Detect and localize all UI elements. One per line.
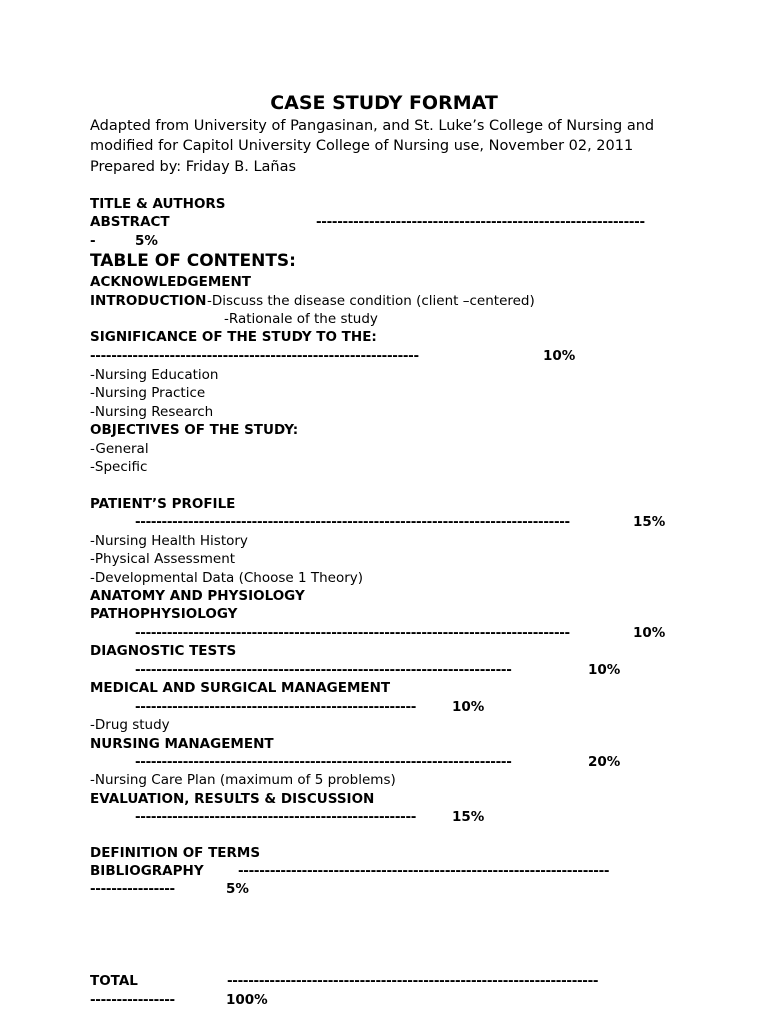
diagnostic-leader: ----------------------------------------------------------------------- (135, 662, 512, 678)
abstract-leader-cont: - (90, 233, 96, 249)
title-authors-heading: TITLE & AUTHORS (90, 196, 226, 212)
nursing-management-percent: 20% (588, 754, 621, 770)
definition-heading: DEFINITION OF TERMS (90, 845, 261, 861)
evaluation-heading: EVALUATION, RESULTS & DISCUSSION (90, 791, 375, 807)
patient-profile-leader: ---------------------------------------------------------------------------------- (135, 514, 570, 530)
significance-percent: 10% (543, 348, 576, 364)
patient-profile-heading: PATIENT’S PROFILE (90, 496, 236, 512)
intro-line-3: Prepared by: Friday B. Lañas (90, 159, 297, 175)
bibliography-percent: 5% (226, 881, 249, 897)
diagnostic-percent: 10% (588, 662, 621, 678)
nursing-management-item: -Nursing Care Plan (maximum of 5 problems) (90, 772, 396, 788)
anatomy-heading: ANATOMY AND PHYSIOLOGY (90, 588, 305, 604)
objectives-heading: OBJECTIVES OF THE STUDY: (90, 422, 299, 438)
introduction-line-2: -Rationale of the study (224, 311, 378, 327)
total-percent: 100% (226, 992, 268, 1008)
total-leader-cont: ---------------- (90, 992, 175, 1008)
patient-profile-item: -Nursing Health History (90, 533, 248, 549)
intro-line-2: modified for Capitol University College of Nursing use, November 02, 2011 (90, 138, 634, 154)
objectives-item: -General (90, 441, 149, 457)
evaluation-leader: ----------------------------------------------------- (135, 809, 417, 825)
significance-item: -Nursing Practice (90, 385, 206, 401)
significance-heading: SIGNIFICANCE OF THE STUDY TO THE: (90, 329, 377, 345)
introduction-line-1: -Discuss the disease condition (client –centered) (207, 293, 535, 309)
evaluation-percent: 15% (452, 809, 485, 825)
significance-item: -Nursing Research (90, 404, 214, 420)
abstract-heading: ABSTRACT (90, 214, 170, 230)
patient-profile-item: -Developmental Data (Choose 1 Theory) (90, 570, 364, 586)
nursing-management-leader: ----------------------------------------------------------------------- (135, 754, 512, 770)
objectives-item: -Specific (90, 459, 148, 475)
total-heading: TOTAL (90, 973, 138, 989)
bibliography-leader: ---------------------------------------------------------------------- (238, 863, 610, 879)
medical-percent: 10% (452, 699, 485, 715)
pathophysiology-heading: PATHOPHYSIOLOGY (90, 606, 238, 622)
acknowledgement-heading: ACKNOWLEDGEMENT (90, 274, 251, 290)
bibliography-heading: BIBLIOGRAPHY (90, 863, 204, 879)
diagnostic-heading: DIAGNOSTIC TESTS (90, 643, 237, 659)
significance-leader: -------------------------------------------------------------- (90, 348, 419, 364)
bibliography-leader-cont: ---------------- (90, 881, 175, 897)
medical-leader: ----------------------------------------------------- (135, 699, 417, 715)
patient-profile-item: -Physical Assessment (90, 551, 236, 567)
significance-item: -Nursing Education (90, 367, 219, 383)
total-leader: ---------------------------------------------------------------------- (227, 973, 599, 989)
nursing-management-heading: NURSING MANAGEMENT (90, 736, 274, 752)
abstract-leader: -------------------------------------------------------------- (316, 214, 645, 230)
pathophysiology-leader: ---------------------------------------------------------------------------------- (135, 625, 570, 641)
introduction-heading: INTRODUCTION (90, 293, 207, 309)
medical-heading: MEDICAL AND SURGICAL MANAGEMENT (90, 680, 391, 696)
abstract-percent: 5% (135, 233, 158, 249)
toc-heading: TABLE OF CONTENTS: (90, 251, 296, 271)
patient-profile-percent: 15% (633, 514, 666, 530)
pathophysiology-percent: 10% (633, 625, 666, 641)
intro-line-1: Adapted from University of Pangasinan, and St. Luke’s College of Nursing and (90, 118, 655, 134)
document-title: CASE STUDY FORMAT (270, 92, 498, 114)
medical-item: -Drug study (90, 717, 170, 733)
